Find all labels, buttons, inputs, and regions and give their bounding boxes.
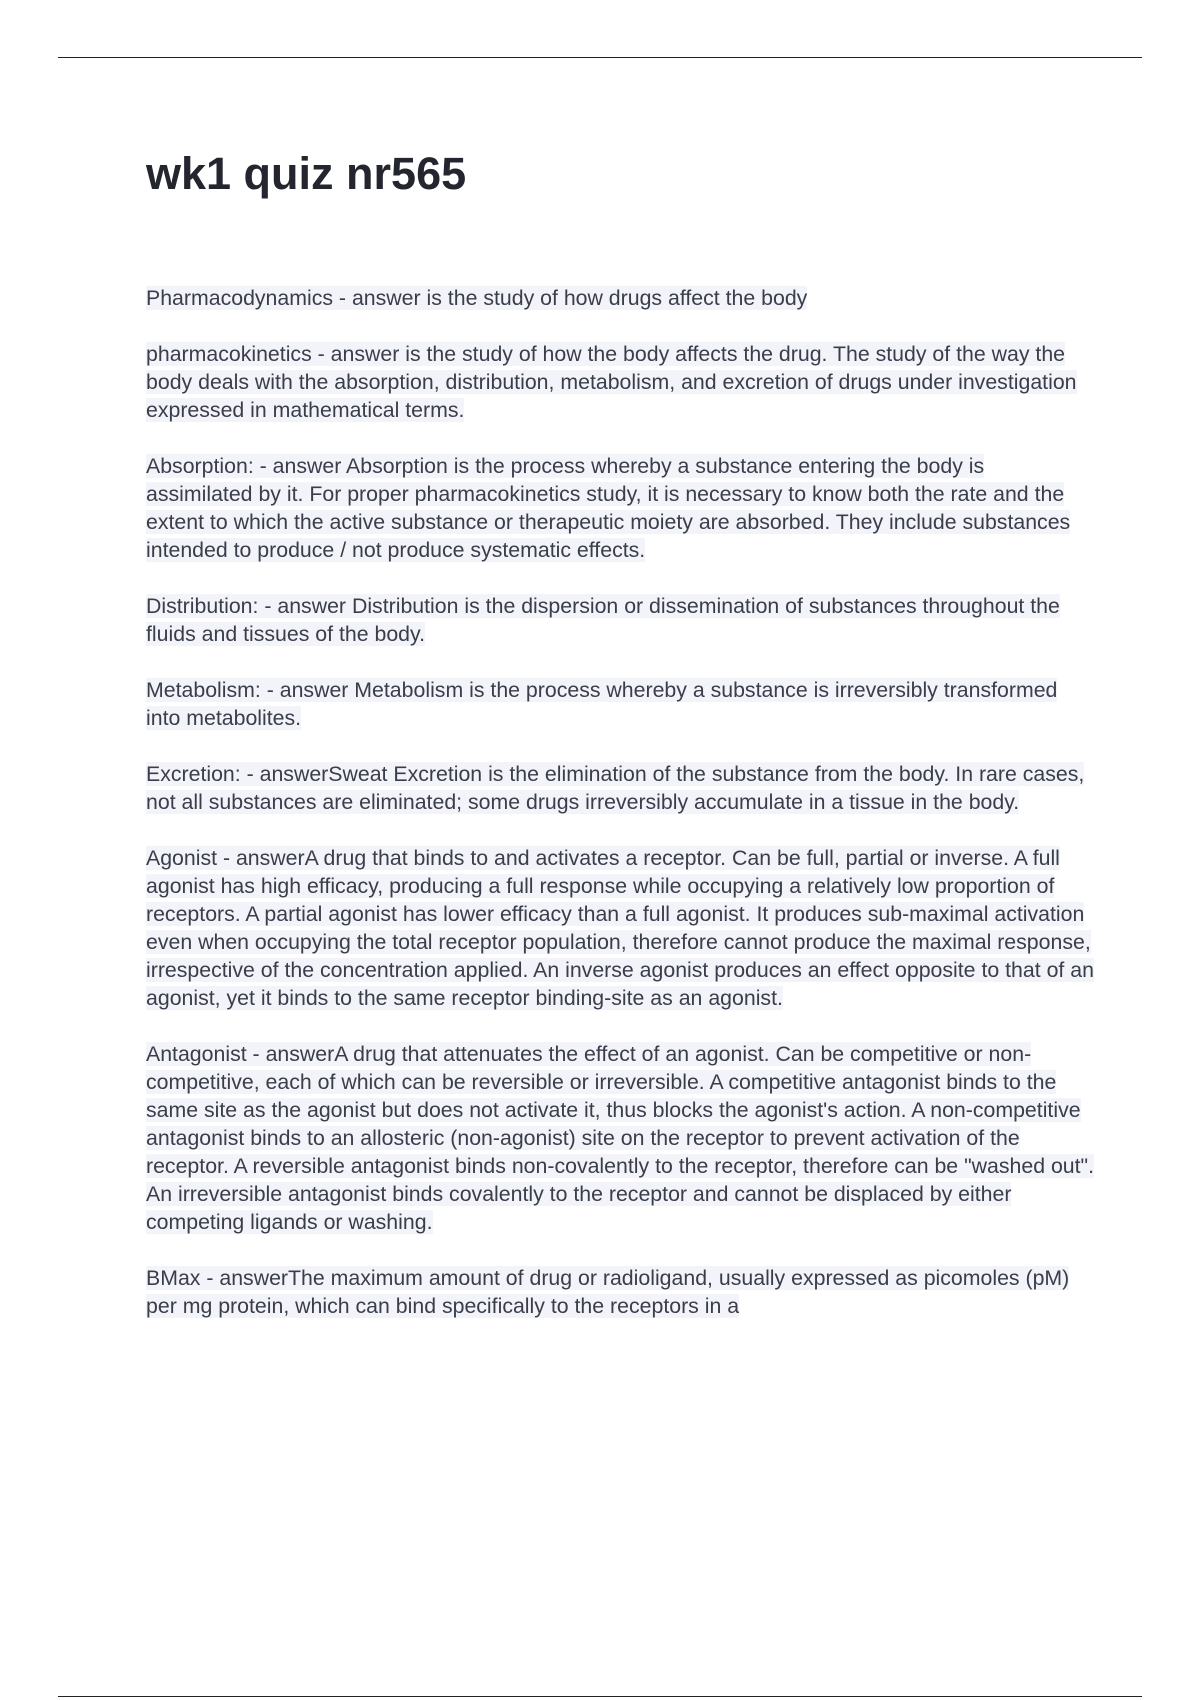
qa-entry-agonist	[146, 844, 1096, 1012]
qa-list	[146, 284, 1096, 1348]
qa-entry-text: pharmacokinetics - answer is the study of how the body affects the drug. The study of the way the body deals with the absorption, distribution, metabolism, and excretion of drugs under investigation expressed in mathematical terms.	[146, 342, 1077, 422]
qa-entry-text: Agonist - answerA drug that binds to and activates a receptor. Can be full, partial or inverse. A full agonist has high efficacy, producing a full response while occupying a relatively low proportion of receptors. A partial agonist has lower efficacy than a full agonist. It produces sub-maximal activation even when occupying the total receptor population, therefore cannot produce the maximal response, irrespective of the concentration applied. An inverse agonist produces an effect opposite to that of an agonist, yet it binds to the same receptor binding-site as an agonist.	[146, 846, 1094, 1010]
qa-entry-text: BMax - answerThe maximum amount of drug or radioligand, usually expressed as picomoles (pM) per mg protein, which can bind specifically to the receptors in a	[146, 1266, 1070, 1318]
qa-entry-absorption	[146, 452, 1096, 564]
qa-entry-pharmacodynamics	[146, 284, 1096, 312]
bottom-rule	[58, 1696, 1142, 1697]
qa-entry-text: Antagonist - answerA drug that attenuates the effect of an agonist. Can be competitive or non-competitive, each of which can be reversible or irreversible. A competitive antagonist binds to the same site as the agonist but does not activate it, thus blocks the agonist's action. A non-competitive antagonist binds to an allosteric (non-agonist) site on the receptor to prevent activation of the receptor. A reversible antagonist binds non-covalently to the receptor, therefore can be "washed out". An irreversible antagonist binds covalently to the receptor and cannot be displaced by either competing ligands or washing.	[146, 1042, 1095, 1234]
qa-entry-text: Absorption: - answer Absorption is the process whereby a substance entering the body is assimilated by it. For proper pharmacokinetics study, it is necessary to know both the rate and the extent to which the active substance or therapeutic moiety are absorbed. They include substances intended to produce / not produce systematic effects.	[146, 454, 1071, 562]
qa-entry-text: Distribution: - answer Distribution is the dispersion or dissemination of substances throughout the fluids and tissues of the body.	[146, 594, 1060, 646]
qa-entry-metabolism	[146, 676, 1096, 732]
qa-entry-text: Pharmacodynamics - answer is the study of how drugs affect the body	[146, 286, 808, 310]
qa-entry-antagonist	[146, 1040, 1096, 1236]
document-title: wk1 quiz nr565	[146, 148, 467, 199]
qa-entry-pharmacokinetics	[146, 340, 1096, 424]
qa-entry-excretion	[146, 760, 1096, 816]
qa-entry-distribution	[146, 592, 1096, 648]
qa-entry-text: Metabolism: - answer Metabolism is the process whereby a substance is irreversibly transformed into metabolites.	[146, 678, 1058, 730]
qa-entry-bmax	[146, 1264, 1096, 1320]
top-rule	[58, 57, 1142, 58]
qa-entry-text: Excretion: - answerSweat Excretion is the elimination of the substance from the body. In rare cases, not all substances are eliminated; some drugs irreversibly accumulate in a tissue in the body.	[146, 762, 1085, 814]
